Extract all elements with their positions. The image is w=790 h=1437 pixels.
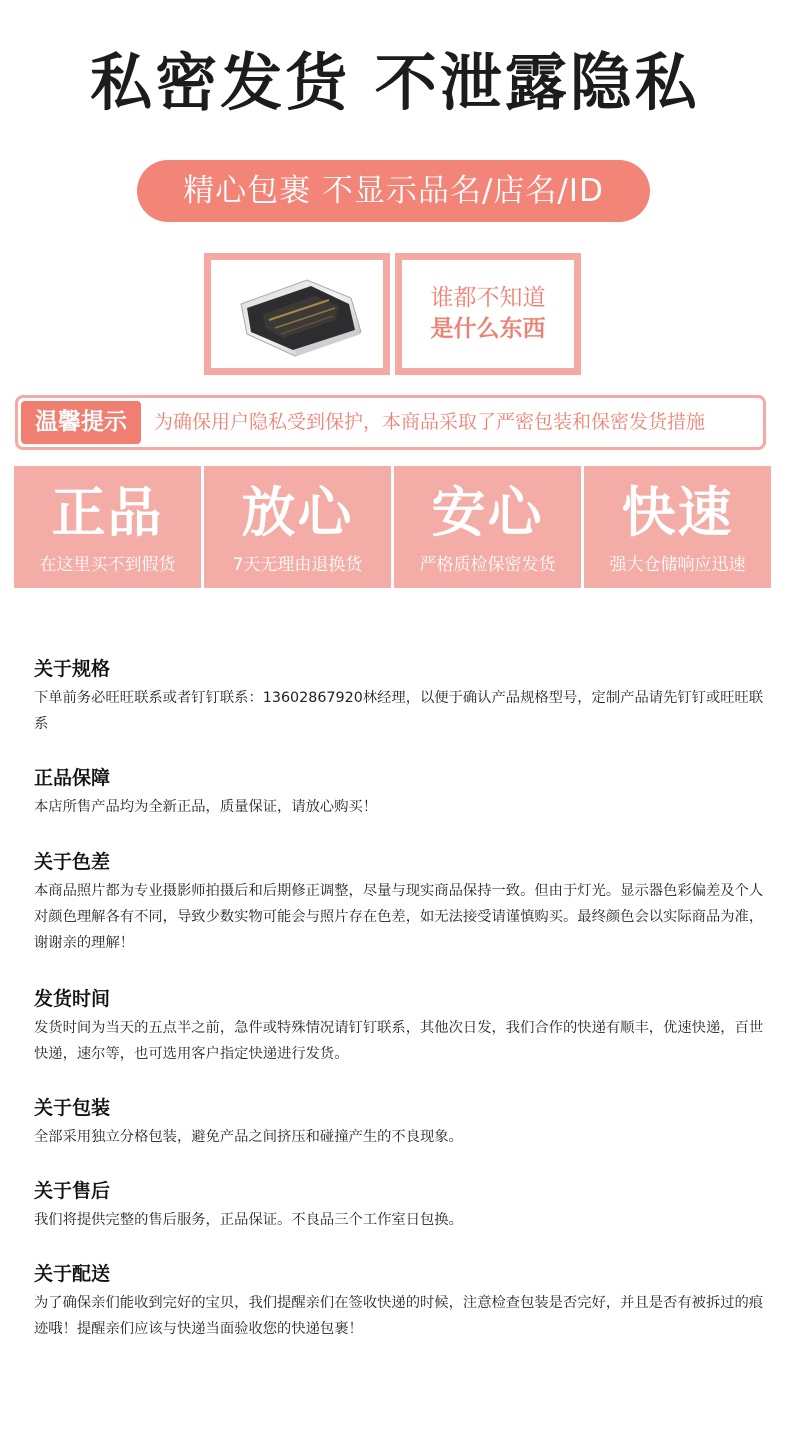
- info-section-after-sales: [34, 1178, 764, 1233]
- info-heading: 关于规格: [34, 658, 111, 680]
- feature-genuine: [14, 466, 201, 588]
- feature-title: 安心: [431, 481, 544, 544]
- feature-subtitle: 严格质检保密发货: [419, 555, 556, 575]
- info-body: 为了确保亲们能收到完好的宝贝，我们提醒亲们在签收快递的时候，注意检查包装是否完好，并且是否有被拆过的痕迹哦！提醒亲们应该与快递当面验收您的快递包裹！: [34, 1295, 764, 1337]
- info-body: 全部采用独立分格包装，避免产品之间挤压和碰撞产生的不良现象。: [34, 1129, 463, 1145]
- warm-tip-text: 为确保用户隐私受到保护，本商品采取了严密包装和保密发货措施: [154, 411, 706, 433]
- info-heading: 关于色差: [34, 851, 111, 873]
- info-section-packaging: [34, 1095, 764, 1150]
- mystery-line-1: 谁都不知道: [430, 285, 546, 311]
- package-photo-frame: [204, 253, 390, 375]
- feature-subtitle: 7天无理由退换货: [232, 555, 363, 575]
- info-body: 发货时间为当天的五点半之前，急件或特殊情况请钉钉联系，其他次日发，我们合作的快递有顺丰，优速快递，百世快递，速尔等，也可选用客户指定快递进行发货。: [34, 1020, 764, 1062]
- info-body: 本商品照片都为专业摄影师拍摄后和后期修正调整，尽量与现实商品保持一致。但由于灯光。显示器色彩偏差及个人对颜色理解各有不同，导致少数实物可能会与照片存在色差，如无法接受请谨慎购买。最终颜色会以实际商品为准，谢谢亲的理解！: [34, 883, 764, 951]
- mystery-line-2: 是什么东西: [430, 316, 546, 342]
- info-heading: 关于包装: [34, 1097, 111, 1119]
- info-section-shipping-time: [34, 986, 764, 1067]
- info-section-spec: [34, 656, 764, 737]
- info-heading: 正品保障: [34, 767, 111, 789]
- warm-tip-bar: [15, 395, 766, 450]
- info-heading: 发货时间: [34, 988, 111, 1010]
- feature-reassurance: [204, 466, 391, 588]
- mystery-text-block: [402, 260, 574, 368]
- info-section-color: [34, 849, 764, 956]
- warm-tip-label: 温馨提示: [21, 401, 141, 444]
- packaging-banner: 精心包裹 不显示品名/店名/ID: [137, 160, 650, 222]
- info-body: 我们将提供完整的售后服务，正品保证。不良品三个工作室日包换。: [34, 1212, 463, 1228]
- feature-peace-of-mind: [394, 466, 581, 588]
- package-photo: [211, 260, 383, 368]
- info-body: 本店所售产品均为全新正品，质量保证，请放心购买！: [34, 799, 378, 815]
- feature-title: 放心: [241, 481, 354, 544]
- info-heading: 关于配送: [34, 1263, 111, 1285]
- feature-fast-shipping: [584, 466, 771, 588]
- feature-title: 快速: [621, 481, 734, 544]
- page-headline: 私密发货 不泄露隐私: [90, 46, 700, 119]
- feature-subtitle: 强大仓储响应迅速: [609, 555, 746, 575]
- package-illustration: [211, 260, 383, 368]
- mystery-frame: [395, 253, 581, 375]
- info-body: 下单前务必旺旺联系或者钉钉联系：13602867920林经理，以便于确认产品规格型号，定制产品请先钉钉或旺旺联系: [34, 690, 764, 732]
- info-heading: 关于售后: [34, 1180, 111, 1202]
- feature-title: 正品: [51, 481, 164, 544]
- feature-subtitle: 在这里买不到假货: [39, 555, 176, 575]
- info-section-delivery: [34, 1261, 764, 1342]
- info-section-guarantee: [34, 765, 764, 820]
